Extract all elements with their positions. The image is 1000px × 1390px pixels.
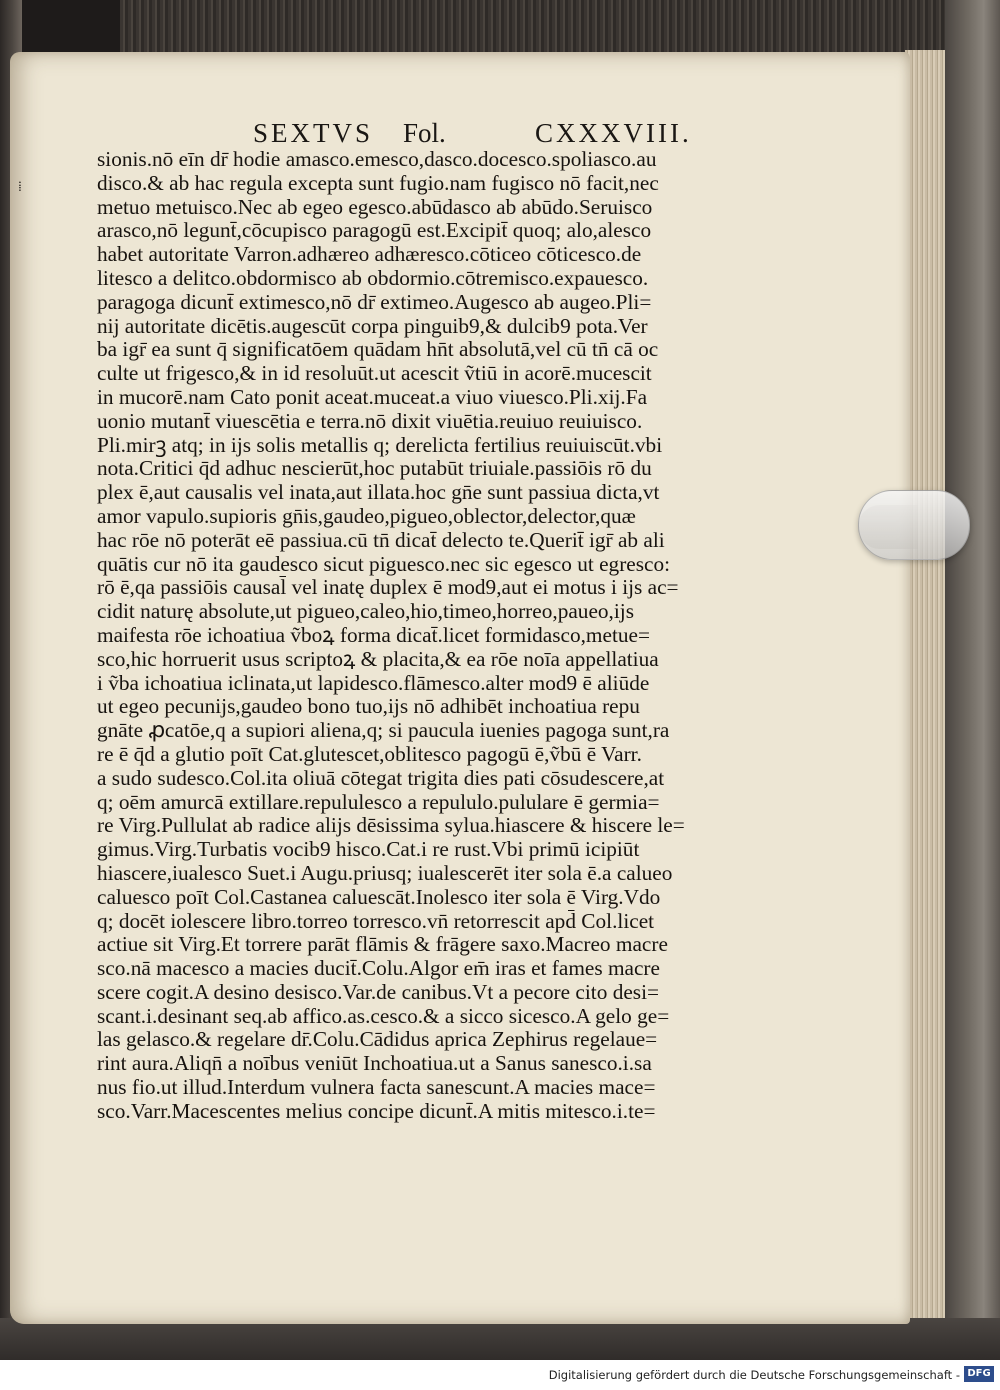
text-line: Pli.mirꝫ atq; in ijs solis metallis q; derelicta fertilius reuiuiscūt.vbi bbox=[97, 433, 663, 457]
text-line: uonio mutant̄ viuescētia e terra.nō dixit viuētia.reuiuo reuiuisco. bbox=[97, 409, 643, 433]
text-line: habet autoritate Varron.adhæreo adhæresco.cōticeo cōticesco.de bbox=[97, 243, 642, 267]
text-line: plex ē,aut causalis vel inata,aut illata.hoc gn̄e sunt passiua dicta,vt bbox=[97, 481, 660, 505]
text-line: q; oēm amurcā extillare.repululesco a repululo.pululare ē germia= bbox=[97, 790, 660, 814]
text-line: amor vapulo.supioris gn̄is,gaudeo,pigueo,oblector,delector,quæ bbox=[97, 504, 636, 528]
funding-credit: Digitalisierung gefördert durch die Deutsche Forschungsgemeinschaft - bbox=[548, 1368, 960, 1382]
header-folio-label: Fol. bbox=[403, 118, 446, 148]
text-line: nota.Critici q̄d adhuc nescierūt,hoc putabūt triuiale.passiōis rō du bbox=[97, 457, 652, 481]
text-line: nus fio.ut illud.Interdum vulnera facta sanescunt.A macies mace= bbox=[97, 1076, 656, 1100]
book-top-edge bbox=[120, 0, 980, 52]
text-line: sco.Varr.Macescentes melius concipe dicunt̄.A mitis mitesco.i.te= bbox=[97, 1099, 656, 1123]
text-line: sco,hic horruerit usus scriptoꝝ & placita,& ea rōe noīa appellatiua bbox=[97, 647, 659, 671]
text-line: gimus.Virg.Turbatis vocib9 hisco.Cat.i re rust.Vbi primū icipiūt bbox=[97, 838, 640, 862]
text-line: gnāte ꝓcatōe,q a supiori aliena,q; si paucula iuenies pagoga sunt,ra bbox=[97, 719, 670, 743]
digitization-footer bbox=[0, 1360, 1000, 1390]
text-line: cidit naturę absolute,ut pigueo,caleo,hio,timeo,horreo,paueo,ijs bbox=[97, 600, 634, 624]
text-line: las gelasco.& regelare dr̄.Colu.Cādidus aprica Zephirus regelaue= bbox=[97, 1028, 658, 1052]
text-line: i ṽba ichoatiua iclinata,ut lapidesco.flāmesco.alter mod9 ē aliūde bbox=[97, 671, 650, 695]
text-line: caluesco poīt Col.Castanea caluescāt.Inolesco iter sola ē Virg.Vdo bbox=[97, 885, 661, 909]
text-line: sco.nā macesco a macies ducit̄.Colu.Algor em̄ iras et fames macre bbox=[97, 957, 660, 981]
text-line: scant.i.desinant seq.ab affico.as.cesco.& a sicco sicesco.A gelo ge= bbox=[97, 1004, 670, 1028]
page-text-block bbox=[97, 148, 722, 1124]
text-line: sionis.nō eīn dr̄ hodie amasco.emesco,dasco.docesco.spoliasco.au bbox=[97, 148, 657, 171]
text-line: culte ut frigesco,& in id resoluūt.ut acescit ṽtiū in acorē.mucescit bbox=[97, 362, 652, 386]
text-line: paragoga dicunt̄ extimesco,nō dr̄ extimeo.Augesco ab augeo.Pli= bbox=[97, 290, 652, 314]
text-line: quātis cur nō ita gaudesco sicut piguesco.nec sic egesco ut egresco: bbox=[97, 552, 671, 576]
text-line: q; docēt iolescere libro.torreo torresco.vn̄ retorrescit apd̄ Col.licet bbox=[97, 909, 655, 933]
text-line: re Virg.Pullulat ab radice alijs dēsissima sylua.hiascere & hiscere le= bbox=[97, 814, 685, 838]
page-stack-edge bbox=[905, 50, 950, 1325]
dfg-logo: DFG bbox=[964, 1366, 994, 1382]
margin-mark: ⁞ bbox=[18, 180, 22, 195]
text-line: disco.& ab hac regula excepta sunt fugio.nam fugisco nō facit,nec bbox=[97, 171, 659, 195]
text-line: maifesta rōe ichoatiua ṽboꝝ forma dicat̄.licet formidasco,metue= bbox=[97, 623, 650, 647]
text-line: re ē q̄d a glutio poīt Cat.glutescet,oblitesco pagogū ē,ṽbū ē Varr. bbox=[97, 742, 642, 766]
text-line: a sudo sudesco.Col.ita oliuā cōtegat trigita dies pati cōsudescere,at bbox=[97, 766, 665, 790]
text-line: nij autoritate dicētis.augescūt corpa pinguib9,& dulcib9 pota.Ver bbox=[97, 314, 648, 338]
header-folio-number: CXXXVIII. bbox=[535, 118, 692, 148]
text-line: hac rōe nō poterāt eē passiua.cū tn̄ dicat̄ delecto te.Querit̄ igr̄ ab ali bbox=[97, 528, 665, 552]
book-bottom-edge bbox=[0, 1318, 1000, 1360]
text-line: ba igr̄ ea sunt q̄ significatōem quādam hn̄t absolutā,vel cū tn̄ cā oc bbox=[97, 338, 659, 362]
text-line: metuo metuisco.Nec ab egeo egesco.abūdasco ab abūdo.Seruisco bbox=[97, 195, 653, 219]
text-line: in mucorē.nam Cato ponit aceat.muceat.a viuo viuesco.Pli.xij.Fa bbox=[97, 385, 648, 409]
text-line: ut egeo pecunijs,gaudeo bono tuo,ijs nō adhibēt inchoatiua repu bbox=[97, 695, 640, 719]
header-book-title: SEXTVS bbox=[253, 118, 374, 148]
book-right-cover bbox=[945, 0, 1000, 1360]
text-line: rō ē,qa passiōis causal̄ vel inatę duplex ē mod9,aut ei motus i ijs ac= bbox=[97, 576, 679, 600]
text-line: hiascere,iualesco Suet.i Augu.priusq; iualescerēt iter sola ē.a calueo bbox=[97, 861, 673, 885]
text-line: scere cogit.A desino desisco.Var.de canibus.Vt a pecore cito desi= bbox=[97, 980, 660, 1004]
book-page bbox=[10, 52, 910, 1324]
text-line: arasco,nō legunt̄,cōcupisco paragogū est.Excipit̄ quoq; alo,alesco bbox=[97, 219, 652, 243]
text-line: rint aura.Aliqn̄ a noībus veniūt Inchoatiua.ut a Sanus sanesco.i.sa bbox=[97, 1052, 652, 1076]
text-line: actiue sit Virg.Et torrere parāt flāmis & frāgere saxo.Macreo macre bbox=[97, 933, 668, 957]
page-holder-clip bbox=[858, 490, 970, 560]
text-line: litesco a delitco.obdormisco ab obdormio.cōtremisco.expauesco. bbox=[97, 266, 649, 290]
